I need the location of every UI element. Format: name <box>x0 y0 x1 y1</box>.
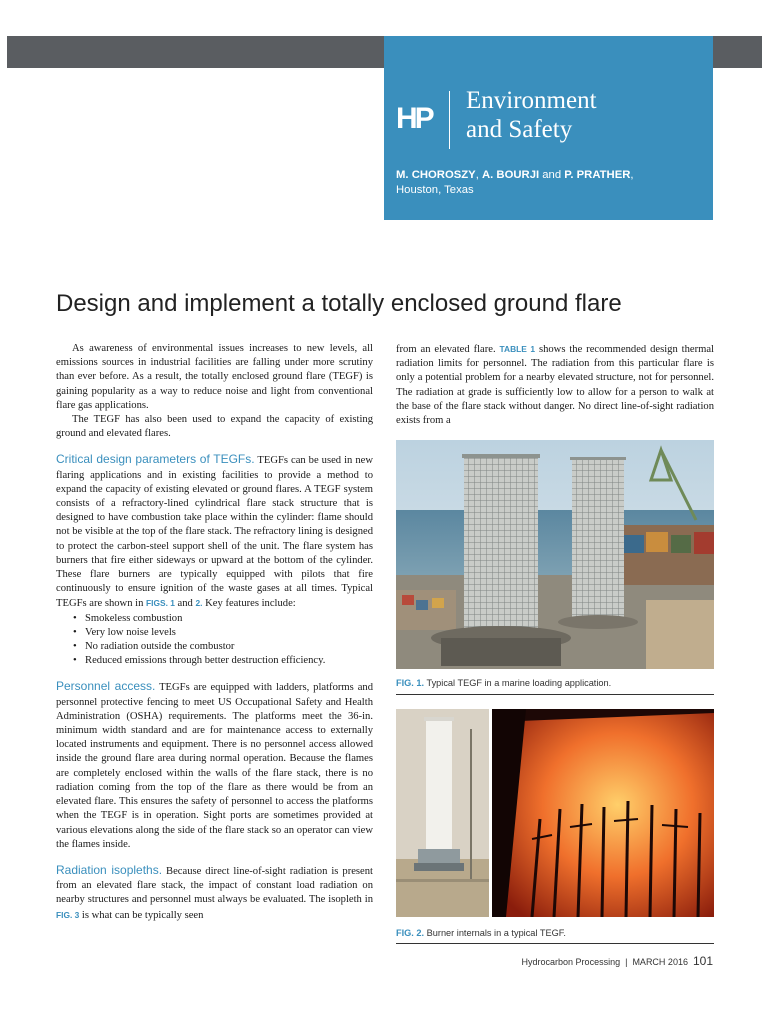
section-title <box>466 86 597 144</box>
paragraph-text: and <box>174 598 196 610</box>
paragraph-text: shows the recommended design thermal radiation limits for personnel. The radiation from this particular flare is only a potential problem for a nearby elevated structure, not for personnel. The radiation at grade is sufficiently low to allow for a person to walk at the base of the flare stack without danger. No direct line-of-sight radiation exists from a <box>396 344 714 427</box>
paragraph-text: TEGFs can be used in new flaring applications and in existing facilities to provide a method to expand the capacity of existing elevated or ground flares. A TEGF system consists of a refractory-lined cylindrical flare stack structure that is designed to have combustion take place within the cylinder: flame should not be visible at the top of the flare stack. The refractory lining is designed to protect the carbon-steel support shell of the unit. The flare system has burners that fire either sideways or upward at the bottom of the cylinder. These flare burners are typically equipped with pilots that fire continuously to ensure ignition of the waste gases at all times. Typical TEGFs are shown in <box>56 455 373 610</box>
paragraph: The TEGF has also been used to expand the capacity of existing ground and elevated flares. <box>56 414 373 440</box>
tegf-marine-photo <box>396 440 714 669</box>
subheading-critical-design: Critical design parameters of TEGFs. <box>56 452 255 467</box>
paragraph-text: is what can be typically seen <box>79 909 204 921</box>
list-item: • Smokeless combustion <box>73 612 373 626</box>
figure-1-label: FIG. 1. <box>396 678 425 688</box>
author-separator: and <box>539 169 565 181</box>
paragraph-text: Because direct line-of-sight radiation is present from an elevated flare stack, the impact of constant load radiation on nearby structures and personnel must always be evaluated. The isopleth in <box>56 865 373 906</box>
article-title: Design and implement a totally enclosed ground flare <box>56 290 622 317</box>
figure-2-photo-right <box>492 709 714 917</box>
paragraph <box>56 679 373 851</box>
figure-1-caption-text: Typical TEGF in a marine loading application. <box>424 678 612 688</box>
caption-rule <box>396 694 714 695</box>
paragraph <box>56 863 373 923</box>
list-item: • Reduced emissions through better destruction efficiency. <box>73 654 373 668</box>
paragraph-text: TEGFs are equipped with ladders, platforms and personnel protective fencing to meet US Occupational Safety and Health Administration (OSHA) requirements. The platforms meet the 36-in. minimum width standard and are for maintenance access to externally located instruments and equipment. There is no personnel access allowed inside the ground flare area during normal operation. Because the flames are completely enclosed within the walls of the flare stack, there is no radiation coming from the top of the flare as there would be from an elevated flare. This ensures the safety of personnel to access the platforms when the TEGF is in operation. Sight ports are sometimes provided at various elevations along the side of the flare stack so an operator can view the flames inside. <box>56 682 373 850</box>
list-item: • No radiation outside the combustor <box>73 640 373 654</box>
footer-separator: | <box>625 957 628 967</box>
author-name: P. PRATHER <box>564 169 631 181</box>
section-title-line2: and Safety <box>466 116 573 143</box>
feature-list <box>56 612 373 669</box>
author-separator: , <box>475 169 482 181</box>
author-block <box>396 168 706 197</box>
body-column-right <box>396 342 714 428</box>
figure-1-caption <box>396 677 611 689</box>
journal-name: Hydrocarbon Processing <box>521 957 621 967</box>
author-location: Houston, Texas <box>396 183 474 196</box>
table-ref-link[interactable]: TABLE 1 <box>499 344 536 354</box>
burner-stack-photo <box>396 709 489 917</box>
figure-ref-link[interactable]: FIGS. 1 <box>146 598 175 609</box>
figure-2-caption <box>396 927 566 939</box>
burner-flames-photo <box>492 709 714 917</box>
body-column-left <box>56 342 373 923</box>
figure-1-photo <box>396 440 714 669</box>
hp-logo: HP <box>396 102 432 135</box>
figure-ref-link[interactable]: 2. <box>195 598 203 609</box>
caption-rule <box>396 943 714 944</box>
figure-2-label: FIG. 2. <box>396 928 425 938</box>
author-name: A. BOURJI <box>482 169 540 181</box>
author-name: M. CHOROSZY <box>396 169 476 181</box>
page-footer <box>522 954 713 969</box>
subheading-personnel-access: Personnel access. <box>56 679 156 694</box>
paragraph <box>396 342 714 428</box>
figure-2-caption-text: Burner internals in a typical TEGF. <box>424 928 566 938</box>
paragraph-text: Key features include: <box>202 598 296 610</box>
list-item: • Very low noise levels <box>73 626 373 640</box>
figure-2-photo-left <box>396 709 489 917</box>
author-separator: , <box>630 169 634 181</box>
figure-ref-link[interactable]: FIG. 3 <box>56 909 80 920</box>
logo-divider <box>449 91 450 149</box>
issue-date: MARCH 2016 <box>632 957 688 967</box>
paragraph: As awareness of environmental issues increases to new levels, all emissions sources in industrial facilities are falling under more scrutiny than ever before. As a result, the totally enclosed ground flare (TEGF) is gaining popularity as a way to reduce noise and light from conventional flare gas applications. <box>56 343 373 411</box>
subheading-radiation-isopleths: Radiation isopleths. <box>56 862 163 877</box>
paragraph <box>56 452 373 611</box>
section-header-box <box>384 36 713 220</box>
paragraph-text: from an elevated flare. <box>396 344 500 355</box>
section-title-line1: Environment <box>466 87 597 114</box>
page-number: 101 <box>692 954 713 968</box>
